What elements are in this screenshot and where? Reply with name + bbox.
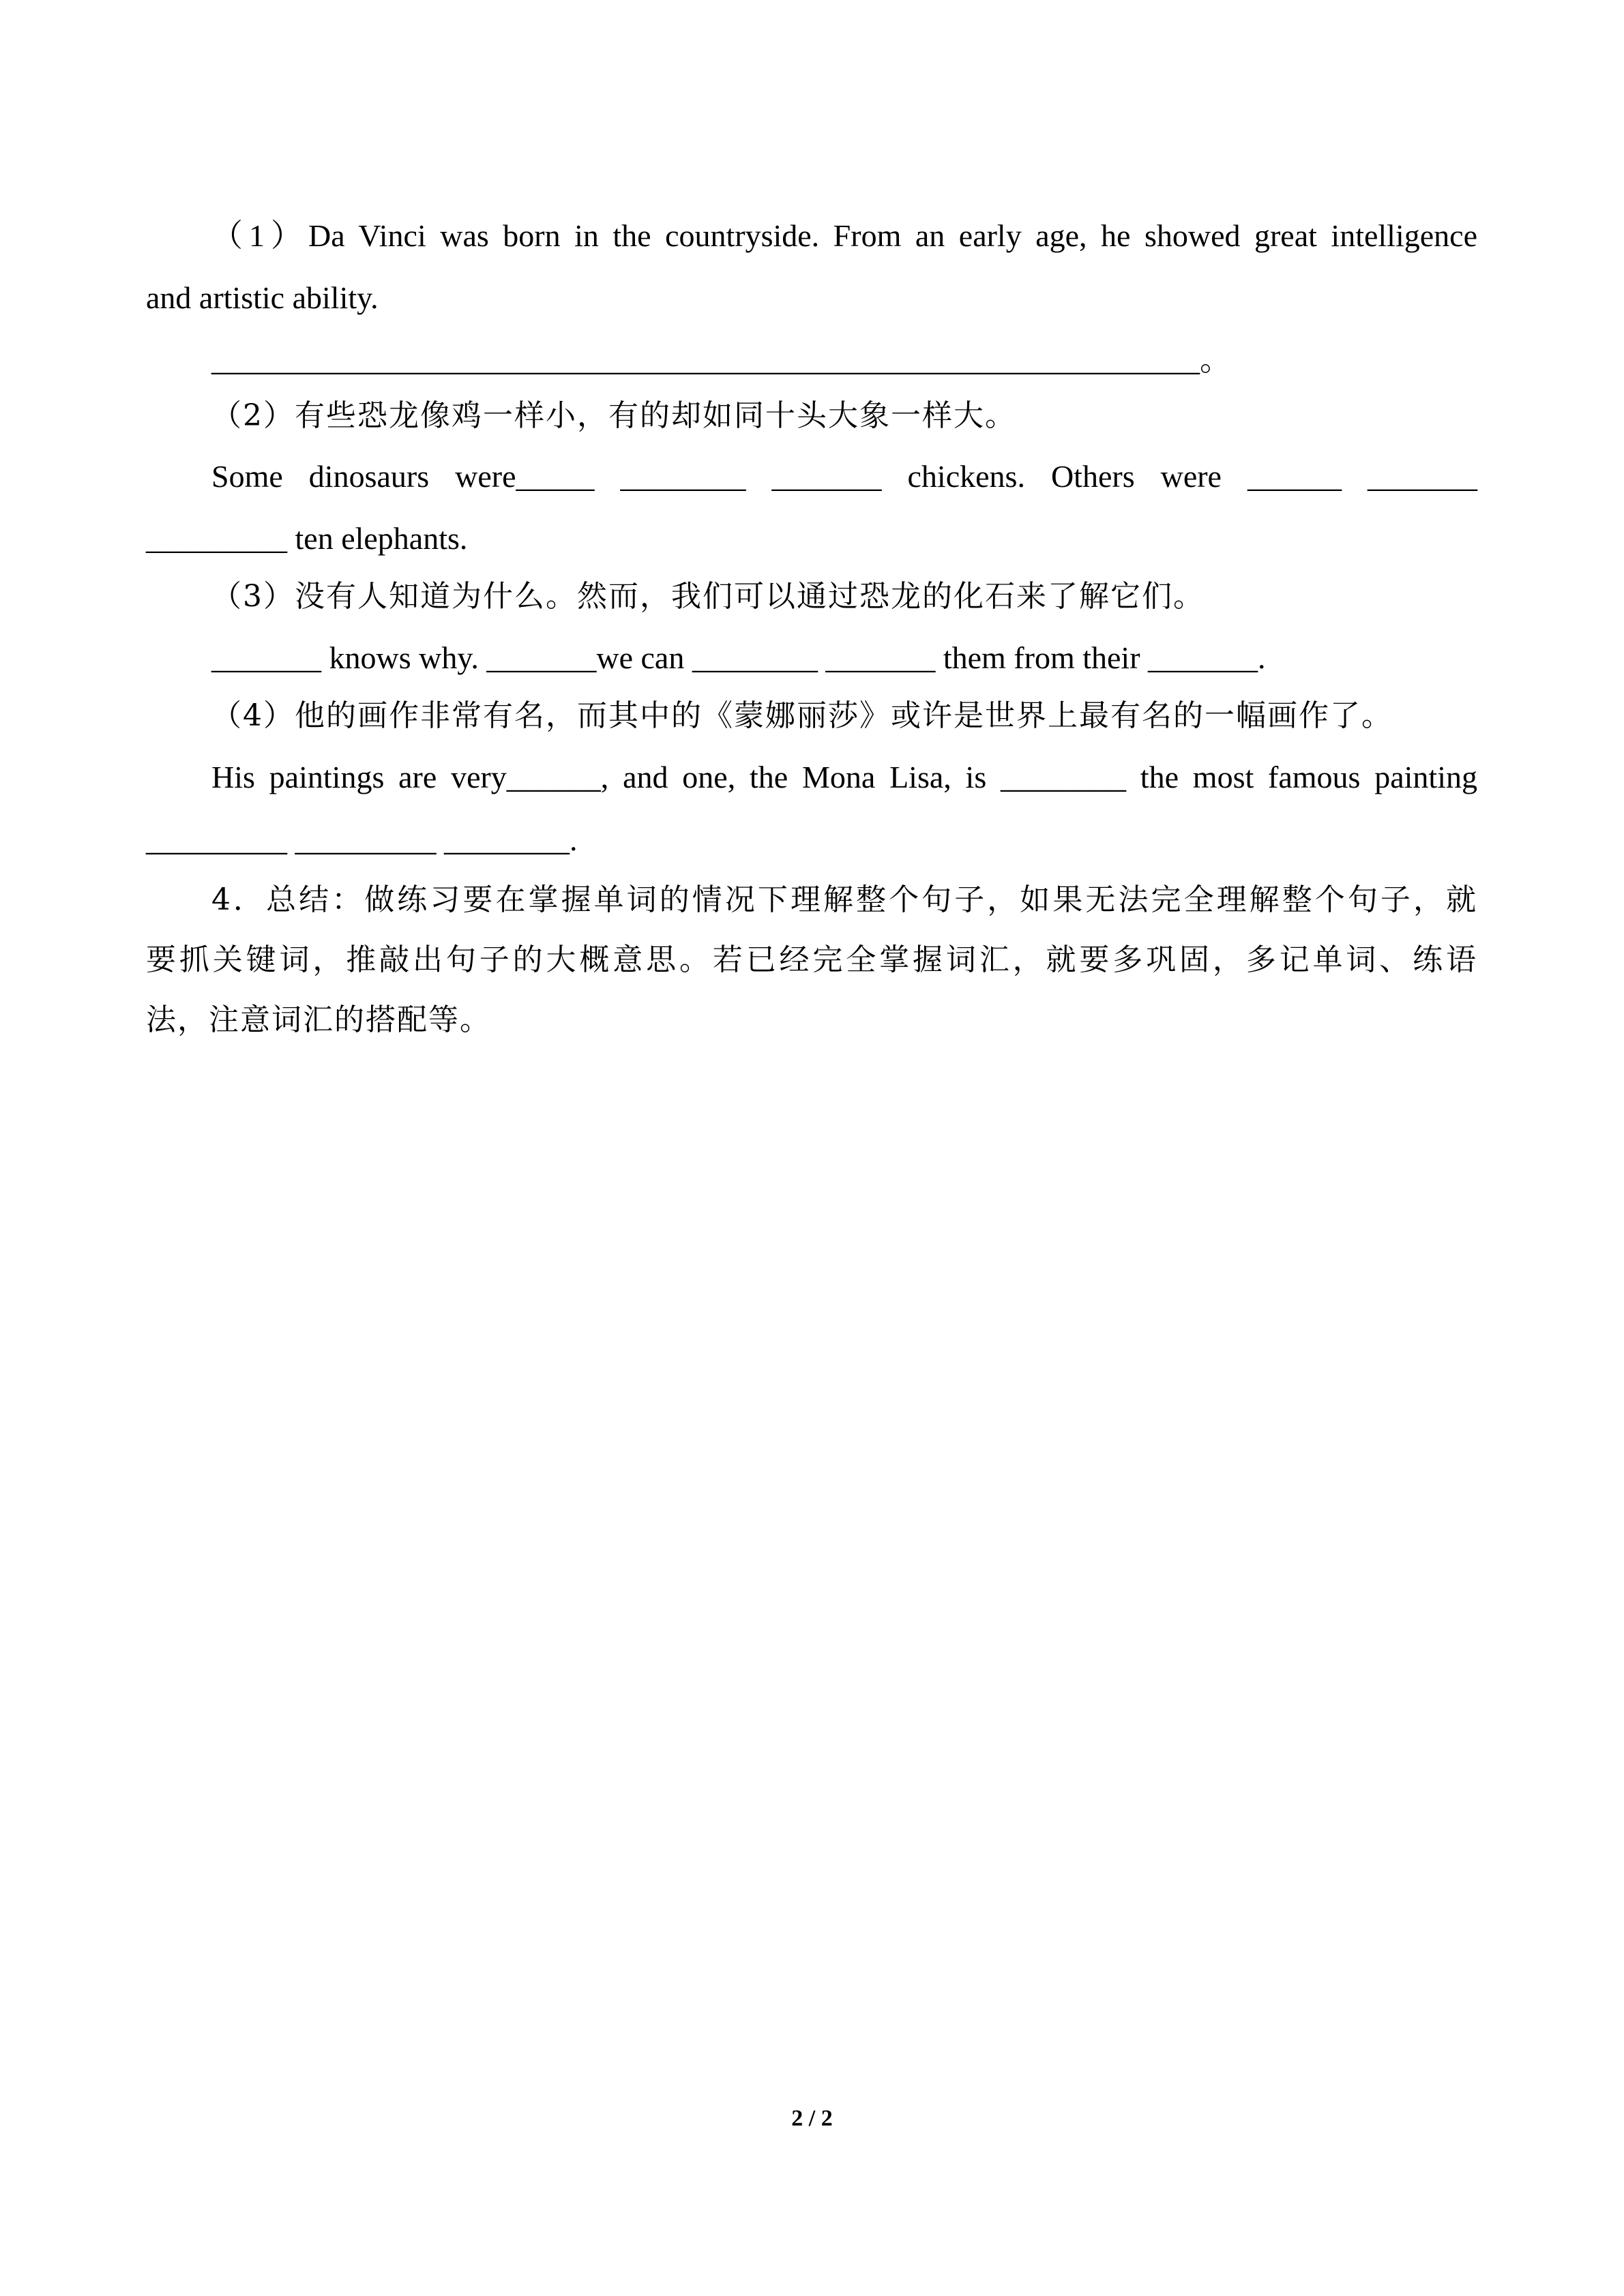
page-number: 2 / 2 [791,2106,833,2131]
question-2-prompt: （2）有些恐龙像鸡一样小，有的却如同十头大象一样大。 [211,398,1016,433]
question-4-line-2: _________ _________ ________. [146,822,578,857]
question-3-prompt: （3）没有人知道为什么。然而，我们可以通过恐龙的化石来了解它们。 [211,579,1205,614]
question-1-line-1: （1）Da Vinci was born in the countryside. From an early age, he showed great intelligence [211,218,1477,253]
question-1-answer-blank: _______________________________________________________________。 [211,342,1231,377]
question-1-line-2: and artistic ability. [146,280,379,315]
summary-line-3: 法，注意词汇的搭配等。 [146,1002,491,1037]
question-4-prompt: （4）他的画作非常有名，而其中的《蒙娜丽莎》或许是世界上最有名的一幅画作了。 [211,698,1393,733]
question-4-line-1: His paintings are very______, and one, the Mona Lisa, is ________ the most famous painting [211,760,1477,794]
question-2-line-1: Some dinosaurs were_____ ________ _______ chickens. Others were ______ _______ [211,459,1477,494]
summary-line-2: 要抓关键词，推敲出句子的大概意思。若已经完全掌握词汇，就要多巩固，多记单词、练语 [146,942,1477,977]
summary-line-1: 4．总结：做练习要在掌握单词的情况下理解整个句子，如果无法完全理解整个句子，就 [211,882,1477,917]
question-3-line-1: _______ knows why. _______we can ________ _______ them from their _______. [211,640,1266,675]
question-2-line-2: _________ ten elephants. [146,521,468,556]
